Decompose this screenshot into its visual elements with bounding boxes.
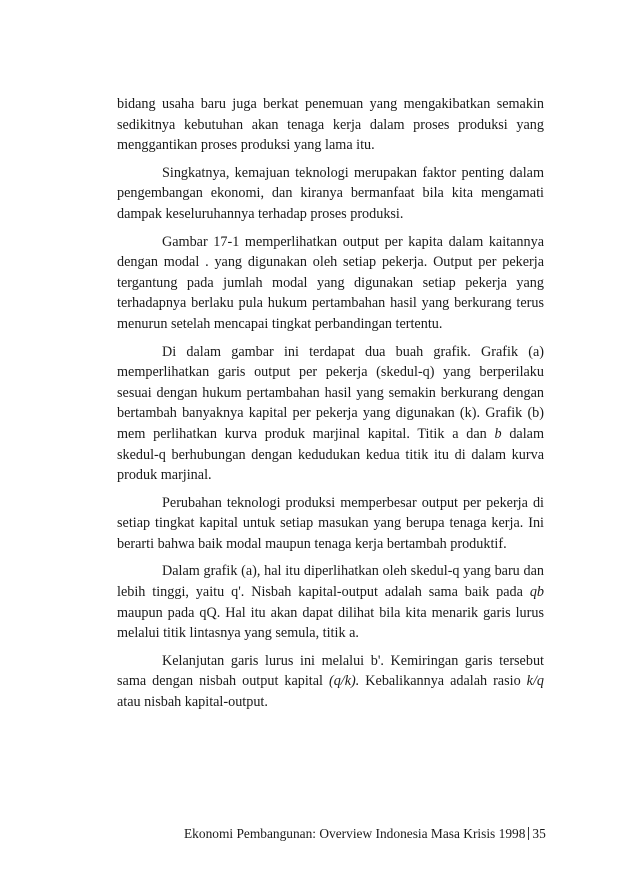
paragraph-2: Singkatnya, kemajuan teknologi merupakan faktor penting dalam pengembangan ekonomi, dan kiranya bermanfaat bila kita mengamati dampak keseluruhannya terhadap proses produksi. <box>117 164 544 222</box>
page-body <box>117 94 544 720</box>
paragraph-4: Di dalam gambar ini terdapat dua buah grafik. Grafik (a) memperlihatkan garis output per pekerja (skedul-q) yang berperilaku sesuai dengan hukum pertambahan hasil yang semakin berkurang dengan bertambah banyaknya kapital per pekerja yang digunakan (k). Grafik (b) mem perlihatkan kurva produk marjinal kapital. Titik a dan b dalam skedul-q berhubungan dengan kedudukan kedua titik itu di dalam kurva produk marjinal. <box>117 343 544 484</box>
footer-separator <box>528 827 529 840</box>
italic-term-k-over-q: k/q <box>526 673 544 690</box>
italic-term-b: b <box>494 425 502 442</box>
italic-term-qb: qb <box>529 584 544 601</box>
page-footer <box>184 826 546 842</box>
paragraph-1: bidang usaha baru juga berkat penemuan yang mengakibatkan semakin sedikitnya kebutuhan akan tenaga kerja dalam proses produksi yang menggantikan proses produksi yang lama itu. <box>117 96 544 154</box>
paragraph-7: Kelanjutan garis lurus ini melalui b'. Kemiringan garis tersebut sama dengan nisbah output kapital (q/k). Kebalikannya adalah rasio k/q atau nisbah kapital-output. <box>117 652 544 711</box>
footer-book-title: Ekonomi Pembangunan: Overview Indonesia Masa Krisis 1998 <box>184 826 526 841</box>
paragraph-5: Perubahan teknologi produksi memperbesar output per pekerja di setiap tingkat kapital untuk setiap masukan yang berupa tenaga kerja. Ini berarti bahwa baik modal maupun tenaga kerja bertambah produktif. <box>117 494 544 552</box>
page-number: 35 <box>532 826 546 841</box>
italic-term-q-over-k: (q/k). <box>328 673 360 690</box>
paragraph-3: Gambar 17-1 memperlihatkan output per kapita dalam kaitannya dengan modal . yang digunakan oleh setiap pekerja. Output per pekerja tergantung pada jumlah modal yang digunakan setiap pekerja yang terhadapnya berlaku pula hukum pertambahan hasil yang berkurang terus menurun setelah mencapai tingkat perbandingan tertentu. <box>117 233 544 332</box>
paragraph-6: Dalam grafik (a), hal itu diperlihatkan oleh skedul-q yang baru dan lebih tinggi, yaitu q'. Nisbah kapital-output adalah sama baik pada qb maupun pada qQ. Hal itu akan dapat dilihat bila kita menarik garis lurus melalui titik lintasnya yang semula, titik a. <box>117 563 544 642</box>
